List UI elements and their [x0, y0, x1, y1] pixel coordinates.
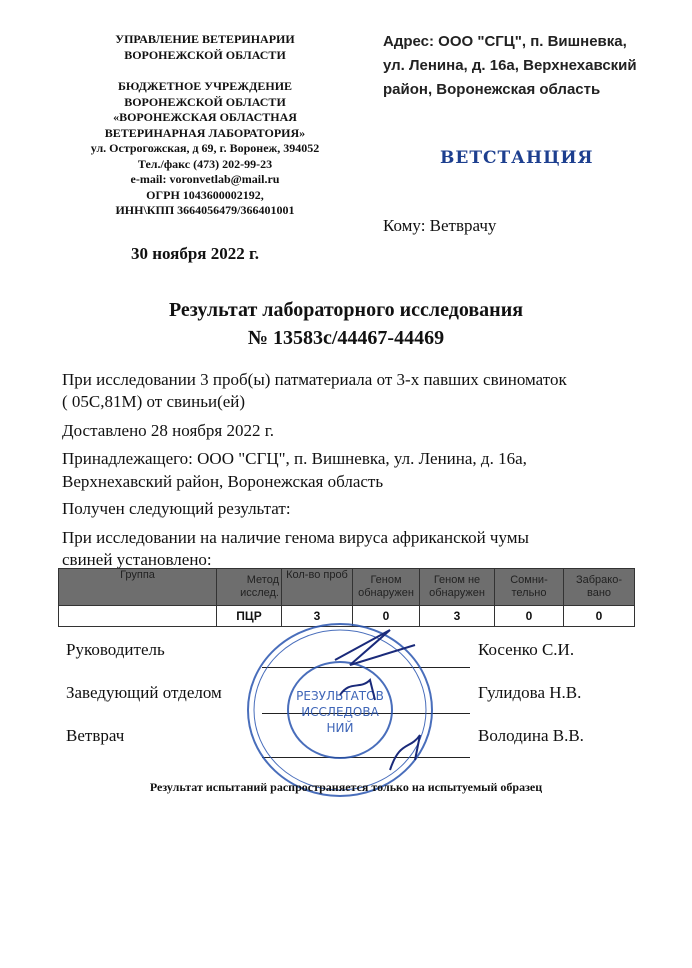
cell-rejected: 0	[564, 606, 635, 627]
table-header-row	[59, 569, 635, 606]
result-number: № 13583с/44467-44469	[247, 327, 445, 349]
cell-group	[59, 606, 217, 627]
results-table	[58, 568, 635, 627]
signature-scribble	[390, 735, 420, 770]
official-seal	[240, 620, 440, 800]
org-inn: ИНН\КПП 3664056479/366401001	[115, 203, 295, 217]
org-line: ВЕТЕРИНАРНАЯ ЛАБОРАТОРИЯ»	[104, 125, 306, 140]
body-line: Принадлежащего: ООО "СГЦ", п. Вишневка, ул. Ленина, д. 16а,	[62, 449, 527, 468]
body-line: ( 05С,81М) от свиньи(ей)	[62, 392, 246, 411]
footer-note: Результат испытаний распространяется только на испытуемый образец	[149, 780, 543, 794]
svg-text:ИССЛЕДОВА: ИССЛЕДОВА	[301, 705, 379, 719]
col-header: Группа	[59, 569, 217, 606]
recipient-address	[383, 30, 673, 102]
document-date: 30 ноября 2022 г.	[130, 244, 260, 263]
org-line: БЮДЖЕТНОЕ УЧРЕЖДЕНИЕ	[117, 79, 293, 93]
body-line: Верхнехавский район, Воронежская область	[62, 472, 384, 491]
col-header: Сомни-тельно	[495, 569, 564, 606]
col-header: Геном не обнаружен	[420, 569, 495, 606]
body-line: Получен следующий результат:	[62, 499, 291, 518]
org-ogrn: ОГРН 1043600002192,	[146, 187, 264, 202]
cell-method: ПЦР	[217, 606, 282, 627]
signature-role: Руководитель	[66, 640, 165, 659]
cell-doubtful: 0	[495, 606, 564, 627]
org-line: «ВОРОНЕЖСКАЯ ОБЛАСТНАЯ	[113, 110, 297, 124]
title-line: Результат лабораторного исследования	[168, 299, 524, 321]
org-phone: Тел./факс (473) 202-99-23	[137, 156, 273, 171]
cell-not-detected: 3	[420, 606, 495, 627]
address-line: Адрес: ООО "СГЦ", п. Вишневка,	[383, 33, 627, 50]
col-header: Кол-во проб	[282, 569, 353, 606]
svg-text:РЕЗУЛЬТАТОВ: РЕЗУЛЬТАТОВ	[296, 689, 384, 703]
body-line: Доставлено 28 ноября 2022 г.	[62, 421, 275, 440]
signature-role: Заведующий отделом	[66, 683, 222, 702]
signature-role: Ветврач	[66, 726, 125, 745]
vetstation-stamp: ВЕТСТАНЦИЯ	[440, 148, 594, 168]
col-header: Метод исслед.	[217, 569, 282, 606]
svg-text:НИЙ: НИЙ	[326, 721, 354, 735]
signature-name: Косенко С.И.	[478, 640, 575, 659]
cell-detected: 0	[353, 606, 420, 627]
body-line: свиней установлено:	[62, 550, 212, 569]
recipient: Кому: Ветврачу	[383, 216, 497, 235]
body-line: При исследовании на наличие генома вируса африканской чумы	[62, 528, 529, 547]
address-line: район, Воронежская область	[383, 81, 601, 98]
cell-samples: 3	[282, 606, 353, 627]
page-title	[0, 296, 692, 352]
org-address: ул. Острогожская, д 69, г. Воронеж, 394052	[90, 141, 320, 155]
col-header: Забрако-вано	[564, 569, 635, 606]
signature-name: Гулидова Н.В.	[478, 683, 582, 702]
authority-line: ВОРОНЕЖСКОЙ ОБЛАСТИ	[124, 47, 286, 62]
org-email: e-mail: voronvetlab@mail.ru	[130, 172, 280, 186]
org-line: ВОРОНЕЖСКОЙ ОБЛАСТИ	[124, 94, 286, 109]
col-header: Геном обнаружен	[353, 569, 420, 606]
lab-header	[60, 32, 350, 219]
body-line: При исследовании 3 проб(ы) патматериала от 3-х павших свиноматок	[62, 370, 567, 389]
address-line: ул. Ленина, д. 16а, Верхнехавский	[383, 57, 637, 74]
authority-line: УПРАВЛЕНИЕ ВЕТЕРИНАРИИ	[115, 32, 295, 46]
signature-name: Володина В.В.	[478, 726, 584, 745]
